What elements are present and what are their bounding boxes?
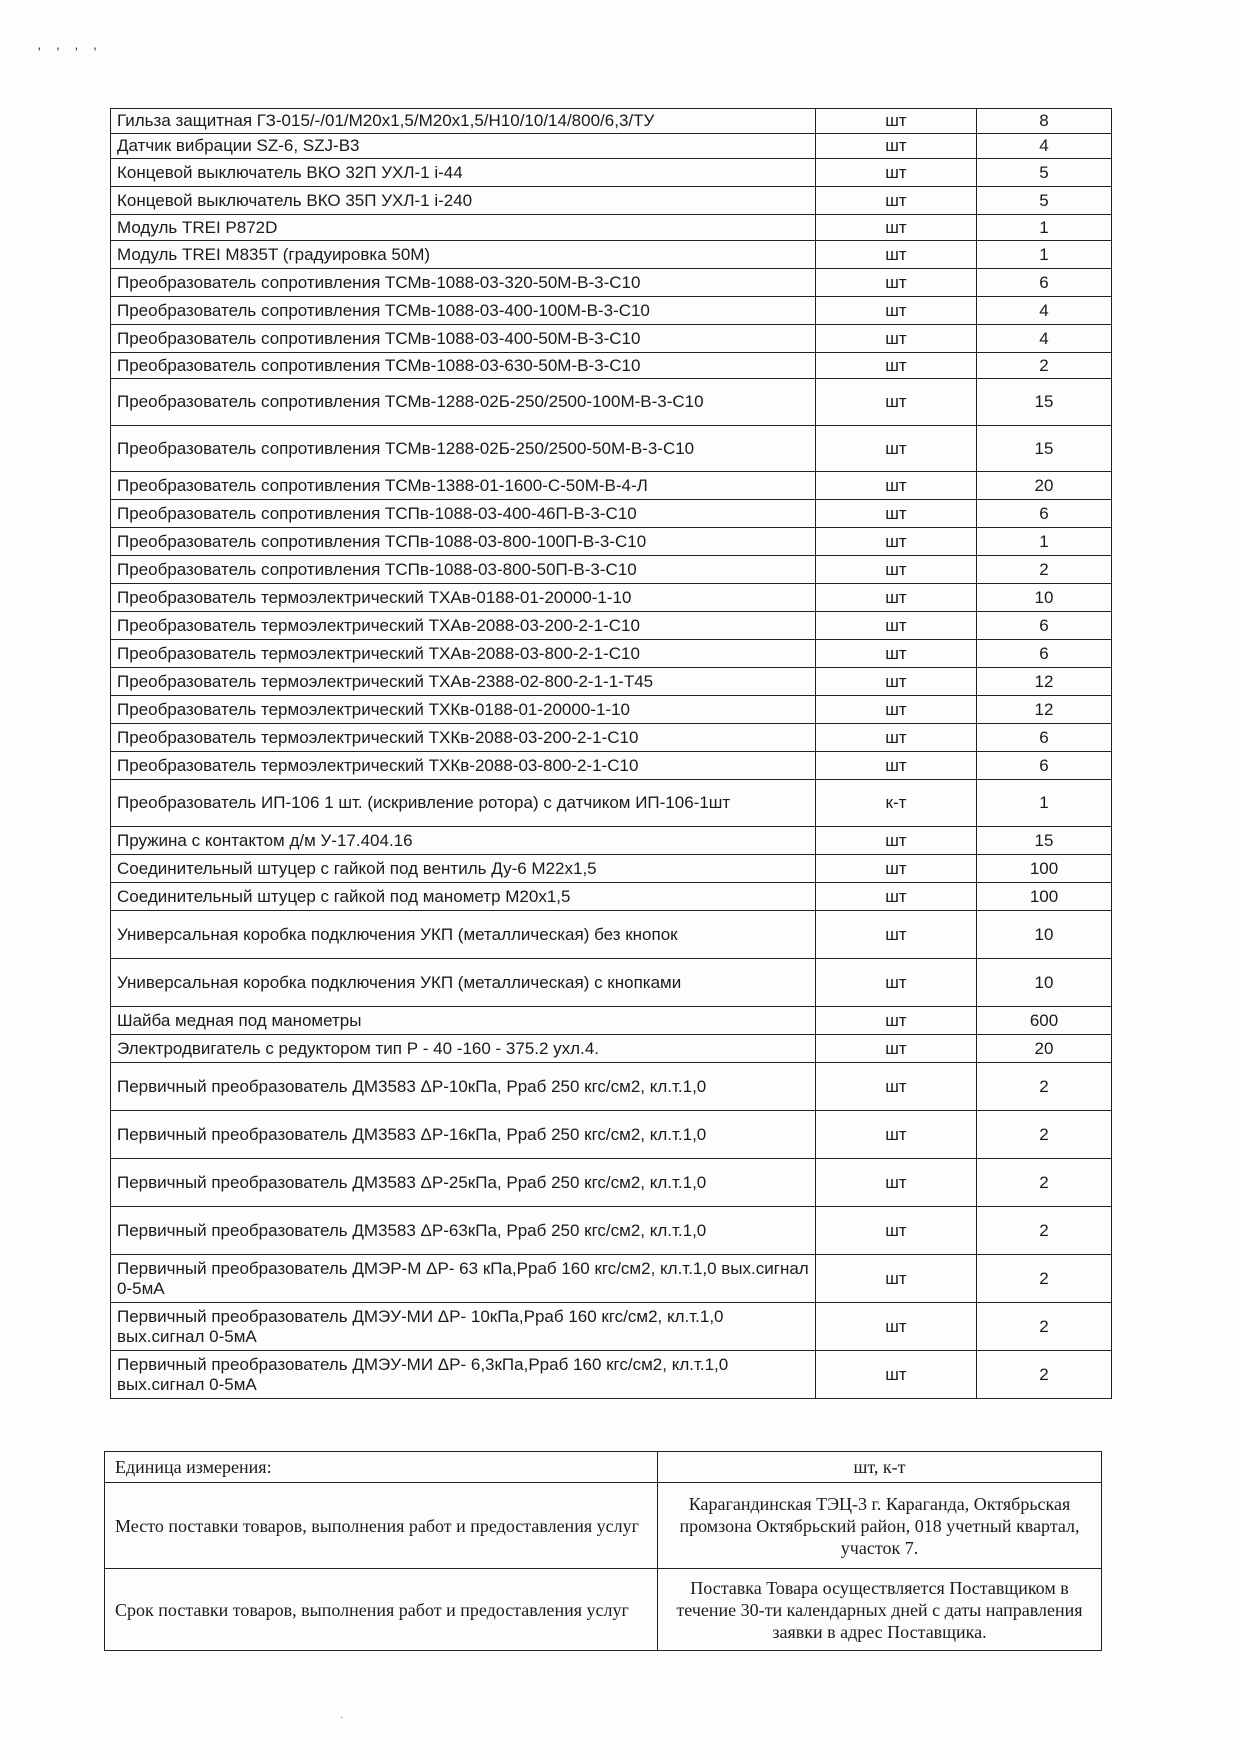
place-row: [105, 1483, 1102, 1569]
item-qty: 2: [977, 1303, 1112, 1351]
table-row: [111, 426, 1112, 472]
table-row: [111, 640, 1112, 668]
item-name: Преобразователь термоэлектрический ТХАв-2088-03-800-2-1-С10: [111, 640, 816, 668]
item-name: Первичный преобразователь ДМ3583 ΔР-63кПа, Рраб 250 кгс/см2, кл.т.1,0: [111, 1207, 816, 1255]
item-name: Преобразователь термоэлектрический ТХКв-2088-03-200-2-1-С10: [111, 724, 816, 752]
item-name: Модуль TREI P872D: [111, 215, 816, 241]
item-unit: шт: [816, 1303, 977, 1351]
item-qty: 15: [977, 379, 1112, 426]
item-name: Преобразователь сопротивления ТСМв-1088-03-400-50М-В-3-С10: [111, 325, 816, 353]
item-name: Датчик вибрации SZ-6, SZJ-B3: [111, 134, 816, 159]
table-row: [111, 379, 1112, 426]
item-qty: 20: [977, 472, 1112, 500]
item-qty: 6: [977, 752, 1112, 780]
table-row: [111, 109, 1112, 134]
corner-marks: ' ' ' ': [38, 44, 103, 60]
table-row: [111, 325, 1112, 353]
item-qty: 6: [977, 640, 1112, 668]
item-qty: 4: [977, 297, 1112, 325]
item-name: Преобразователь термоэлектрический ТХАв-2388-02-800-2-1-1-Т45: [111, 668, 816, 696]
item-unit: шт: [816, 159, 977, 187]
item-name: Преобразователь сопротивления ТСМв-1388-01-1600-С-50М-В-4-Л: [111, 472, 816, 500]
table-row: [111, 911, 1112, 959]
item-unit: шт: [816, 1111, 977, 1159]
item-qty: 10: [977, 911, 1112, 959]
table-row: [111, 1035, 1112, 1063]
item-name: Преобразователь термоэлектрический ТХКв-2088-03-800-2-1-С10: [111, 752, 816, 780]
item-unit: шт: [816, 640, 977, 668]
item-unit: шт: [816, 528, 977, 556]
table-row: [111, 215, 1112, 241]
table-row: [111, 1159, 1112, 1207]
item-unit: шт: [816, 109, 977, 134]
table-row: [111, 159, 1112, 187]
unit-row: [105, 1452, 1102, 1483]
item-name: Преобразователь сопротивления ТСМв-1288-02Б-250/2500-100М-В-3-С10: [111, 379, 816, 426]
item-unit: шт: [816, 426, 977, 472]
table-row: [111, 297, 1112, 325]
item-name: Преобразователь сопротивления ТСМв-1088-03-400-100М-В-3-С10: [111, 297, 816, 325]
item-unit: шт: [816, 500, 977, 528]
table-row: [111, 500, 1112, 528]
item-unit: шт: [816, 911, 977, 959]
term-label: Срок поставки товаров, выполнения работ и предоставления услуг: [105, 1569, 658, 1651]
item-unit: шт: [816, 1063, 977, 1111]
table-row: [111, 1207, 1112, 1255]
item-qty: 6: [977, 500, 1112, 528]
item-qty: 2: [977, 1159, 1112, 1207]
item-qty: 5: [977, 187, 1112, 215]
item-unit: шт: [816, 187, 977, 215]
table-row: [111, 1111, 1112, 1159]
item-qty: 12: [977, 668, 1112, 696]
table-row: [111, 134, 1112, 159]
item-qty: 4: [977, 134, 1112, 159]
item-unit: шт: [816, 696, 977, 724]
place-label: Место поставки товаров, выполнения работ и предоставления услуг: [105, 1483, 658, 1569]
items-table-body: [111, 109, 1112, 1399]
item-unit: шт: [816, 1351, 977, 1399]
item-qty: 2: [977, 353, 1112, 379]
table-row: [111, 528, 1112, 556]
item-name: Универсальная коробка подключения УКП (металлическая) без кнопок: [111, 911, 816, 959]
item-qty: 1: [977, 241, 1112, 269]
table-row: [111, 959, 1112, 1007]
place-value: Карагандинская ТЭЦ-3 г. Караганда, Октябрьская промзона Октябрьский район, 018 учетный квартал, участок 7.: [658, 1483, 1102, 1569]
item-name: Преобразователь термоэлектрический ТХАв-2088-03-200-2-1-С10: [111, 612, 816, 640]
item-name: Шайба медная под манометры: [111, 1007, 816, 1035]
term-value: Поставка Товара осуществляется Поставщиком в течение 30-ти календарных дней с даты направления заявки в адрес Поставщика.: [658, 1569, 1102, 1651]
item-name: Преобразователь сопротивления ТСМв-1088-03-630-50М-В-3-С10: [111, 353, 816, 379]
table-row: [111, 780, 1112, 827]
term-row: [105, 1569, 1102, 1651]
item-unit: шт: [816, 556, 977, 584]
table-row: [111, 187, 1112, 215]
unit-label: Единица измерения:: [105, 1452, 658, 1483]
item-name: Первичный преобразователь ДМ3583 ΔР-16кПа, Рраб 250 кгс/см2, кл.т.1,0: [111, 1111, 816, 1159]
item-qty: 2: [977, 1351, 1112, 1399]
item-unit: к-т: [816, 780, 977, 827]
item-qty: 12: [977, 696, 1112, 724]
item-qty: 6: [977, 724, 1112, 752]
item-qty: 1: [977, 780, 1112, 827]
item-qty: 10: [977, 959, 1112, 1007]
item-unit: шт: [816, 827, 977, 855]
item-unit: шт: [816, 1159, 977, 1207]
item-unit: шт: [816, 325, 977, 353]
item-unit: шт: [816, 134, 977, 159]
item-name: Преобразователь сопротивления ТСПв-1088-03-800-50П-В-3-С10: [111, 556, 816, 584]
item-unit: шт: [816, 1035, 977, 1063]
table-row: [111, 241, 1112, 269]
table-row: [111, 584, 1112, 612]
table-row: [111, 472, 1112, 500]
item-qty: 6: [977, 612, 1112, 640]
item-name: Преобразователь сопротивления ТСМв-1088-03-320-50М-В-3-С10: [111, 269, 816, 297]
item-unit: шт: [816, 883, 977, 911]
item-name: Концевой выключатель ВКО 35П УХЛ-1 i-240: [111, 187, 816, 215]
item-name: Преобразователь термоэлектрический ТХАв-0188-01-20000-1-10: [111, 584, 816, 612]
table-row: [111, 883, 1112, 911]
table-row: [111, 1303, 1112, 1351]
item-name: Универсальная коробка подключения УКП (металлическая) с кнопками: [111, 959, 816, 1007]
item-name: Преобразователь сопротивления ТСПв-1088-03-800-100П-В-3-С10: [111, 528, 816, 556]
item-unit: шт: [816, 472, 977, 500]
table-row: [111, 612, 1112, 640]
item-qty: 100: [977, 883, 1112, 911]
item-qty: 8: [977, 109, 1112, 134]
item-qty: 20: [977, 1035, 1112, 1063]
item-name: Первичный преобразователь ДМ3583 ΔР-10кПа, Рраб 250 кгс/см2, кл.т.1,0: [111, 1063, 816, 1111]
item-name: Электродвигатель с редуктором тип Р - 40 -160 - 375.2 ухл.4.: [111, 1035, 816, 1063]
item-name: Преобразователь ИП-106 1 шт. (искривление ротора) с датчиком ИП-106-1шт: [111, 780, 816, 827]
item-qty: 2: [977, 1207, 1112, 1255]
item-unit: шт: [816, 353, 977, 379]
item-name: Соединительный штуцер с гайкой под манометр М20х1,5: [111, 883, 816, 911]
table-row: [111, 353, 1112, 379]
item-name: Гильза защитная ГЗ-015/-/01/М20х1,5/М20х1,5/Н10/10/14/800/6,3/ТУ: [111, 109, 816, 134]
item-qty: 6: [977, 269, 1112, 297]
item-name: Соединительный штуцер с гайкой под вентиль Ду-6 М22х1,5: [111, 855, 816, 883]
item-name: Первичный преобразователь ДМЭУ-МИ ΔР- 10кПа,Рраб 160 кгс/см2, кл.т.1,0 вых.сигнал 0-5мА: [111, 1303, 816, 1351]
item-unit: шт: [816, 1207, 977, 1255]
item-qty: 10: [977, 584, 1112, 612]
item-qty: 1: [977, 215, 1112, 241]
table-row: [111, 1007, 1112, 1035]
item-name: Первичный преобразователь ДМЭУ-МИ ΔР- 6,3кПа,Рраб 160 кгс/см2, кл.т.1,0 вых.сигнал 0-5мА: [111, 1351, 816, 1399]
delivery-terms-table: [104, 1451, 1102, 1651]
item-unit: шт: [816, 1255, 977, 1303]
unit-value: шт, к-т: [658, 1452, 1102, 1483]
item-unit: шт: [816, 612, 977, 640]
item-qty: 2: [977, 1255, 1112, 1303]
table-row: [111, 1351, 1112, 1399]
item-unit: шт: [816, 668, 977, 696]
item-qty: 5: [977, 159, 1112, 187]
item-qty: 15: [977, 426, 1112, 472]
item-name: Модуль TREI M835T (градуировка 50М): [111, 241, 816, 269]
item-qty: 600: [977, 1007, 1112, 1035]
table-row: [111, 269, 1112, 297]
item-unit: шт: [816, 241, 977, 269]
item-unit: шт: [816, 752, 977, 780]
item-qty: 4: [977, 325, 1112, 353]
item-qty: 1: [977, 528, 1112, 556]
item-qty: 2: [977, 1111, 1112, 1159]
item-unit: шт: [816, 297, 977, 325]
item-unit: шт: [816, 584, 977, 612]
item-unit: шт: [816, 959, 977, 1007]
item-name: Первичный преобразователь ДМ3583 ΔР-25кПа, Рраб 250 кгс/см2, кл.т.1,0: [111, 1159, 816, 1207]
item-unit: шт: [816, 379, 977, 426]
item-name: Пружина с контактом д/м У-17.404.16: [111, 827, 816, 855]
item-qty: 2: [977, 556, 1112, 584]
scan-dot: ·: [340, 1712, 344, 1723]
item-qty: 2: [977, 1063, 1112, 1111]
table-row: [111, 696, 1112, 724]
item-unit: шт: [816, 215, 977, 241]
table-row: [111, 668, 1112, 696]
item-name: Преобразователь сопротивления ТСПв-1088-03-400-46П-В-3-С10: [111, 500, 816, 528]
item-name: Преобразователь сопротивления ТСМв-1288-02Б-250/2500-50М-В-3-С10: [111, 426, 816, 472]
item-qty: 15: [977, 827, 1112, 855]
item-name: Первичный преобразователь ДМЭР-М ΔР- 63 кПа,Рраб 160 кгс/см2, кл.т.1,0 вых.сигнал 0-5мА: [111, 1255, 816, 1303]
items-table: [110, 108, 1112, 1399]
item-unit: шт: [816, 855, 977, 883]
item-name: Концевой выключатель ВКО 32П УХЛ-1 i-44: [111, 159, 816, 187]
table-row: [111, 724, 1112, 752]
table-row: [111, 1063, 1112, 1111]
table-row: [111, 855, 1112, 883]
table-row: [111, 752, 1112, 780]
item-unit: шт: [816, 1007, 977, 1035]
table-row: [111, 1255, 1112, 1303]
item-unit: шт: [816, 269, 977, 297]
item-name: Преобразователь термоэлектрический ТХКв-0188-01-20000-1-10: [111, 696, 816, 724]
item-unit: шт: [816, 724, 977, 752]
table-row: [111, 827, 1112, 855]
item-qty: 100: [977, 855, 1112, 883]
table-row: [111, 556, 1112, 584]
